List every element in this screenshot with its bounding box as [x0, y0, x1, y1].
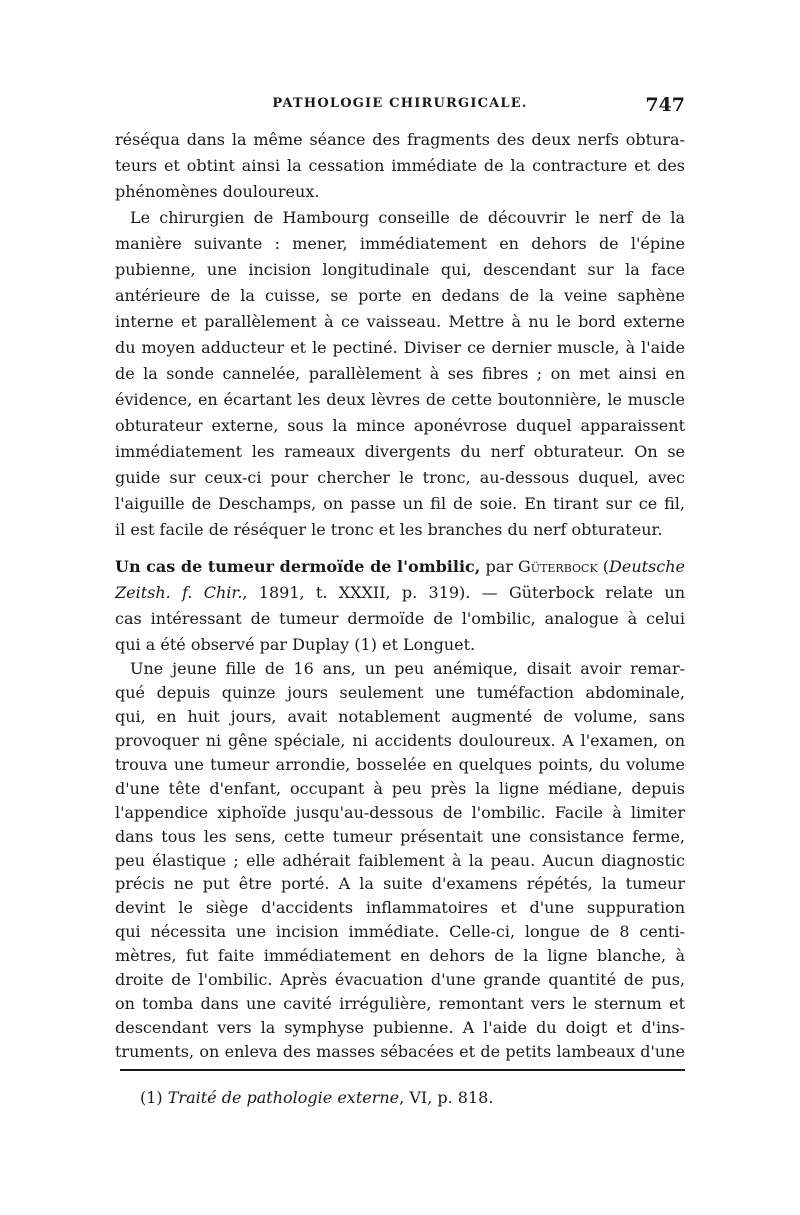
text-line: qué depuis quinze jours seulement une tuméfaction abdominale, — [115, 683, 685, 702]
section-reference: , 1891, t. XXXII, p. 319). — Güterbock relate un — [242, 583, 686, 602]
page-header — [115, 94, 685, 118]
text-line: antérieure de la cuisse, se porte en dedans de la veine saphène — [115, 286, 685, 305]
text-line: interne et parallèlement à ce vaisseau. Mettre à nu le bord externe — [115, 312, 685, 331]
section-ref-open: ( — [597, 557, 610, 576]
text-line: trouva une tumeur arrondie, bosselée en quelques points, du volume — [115, 755, 685, 774]
text-line: d'une tête d'enfant, occupant à peu près la ligne médiane, depuis — [115, 779, 685, 798]
text-line: l'appendice xiphoïde jusqu'au-dessous de l'ombilic. Facile à limiter — [115, 803, 685, 822]
text-line: l'aiguille de Deschamps, on passe un fil de soie. En tirant sur ce fil, — [115, 494, 685, 513]
text-line: précis ne put être porté. A la suite d'examens répétés, la tumeur — [115, 874, 685, 893]
text-line: qui a été observé par Duplay (1) et Longuet. — [115, 635, 476, 654]
footnote — [140, 1085, 685, 1111]
text-line: dans tous les sens, cette tumeur présentait une consistance ferme, — [115, 827, 685, 846]
section-author: Güterbock — [518, 557, 598, 576]
section-by: par — [480, 557, 519, 576]
text-line: pubienne, une incision longitudinale qui, descendant sur la face — [115, 260, 685, 279]
text-line: de la sonde cannelée, parallèlement à ses fibres ; on met ainsi en — [115, 364, 685, 383]
text-line: provoquer ni gêne spéciale, ni accidents douloureux. A l'examen, on — [115, 731, 685, 750]
text-line: on tomba dans une cavité irrégulière, remontant vers le sternum et — [115, 994, 685, 1013]
text-line: droite de l'ombilic. Après évacuation d'une grande quantité de pus, — [115, 970, 685, 989]
section-journal: Deutsche — [609, 557, 685, 576]
text-line: peu élastique ; elle adhérait faiblement à la peau. Aucun diagnostic — [115, 851, 685, 870]
text-line: qui nécessita une incision immédiate. Celle-ci, longue de 8 centi- — [115, 922, 685, 941]
text-line: truments, on enleva des masses sébacées et de petits lambeaux d'une — [115, 1042, 685, 1061]
text-line: évidence, en écartant les deux lèvres de cette boutonnière, le muscle — [115, 390, 685, 409]
text-line: devint le siège d'accidents inflammatoires et d'une suppuration — [115, 898, 685, 917]
footnote-rest: , VI, p. 818. — [399, 1088, 494, 1107]
text-line: obturateur externe, sous la mince aponévrose duquel apparaissent — [115, 416, 685, 435]
section-title: Un cas de tumeur dermoïde de l'ombilic, — [115, 557, 481, 576]
text-line: Le chirurgien de Hambourg conseille de découvrir le nerf de la — [130, 208, 685, 227]
text-line: immédiatement les rameaux divergents du nerf obturateur. On se — [115, 442, 685, 461]
text-line: teurs et obtint ainsi la cessation immédiate de la contracture et des — [115, 156, 685, 175]
text-line: manière suivante : mener, immédiatement en dehors de l'épine — [115, 234, 685, 253]
text-line: qui, en huit jours, avait notablement augmenté de volume, sans — [115, 707, 685, 726]
text-line: mètres, fut faite immédiatement en dehors de la ligne blanche, à — [115, 946, 685, 965]
section-reference-line — [115, 579, 685, 607]
footnote-title: Traité de pathologie externe — [167, 1088, 400, 1107]
section-heading-line — [115, 553, 685, 581]
text-line: cas intéressant de tumeur dermoïde de l'ombilic, analogue à celui — [115, 609, 685, 628]
text-line: descendant vers la symphyse pubienne. A l'aide du doigt et d'ins- — [115, 1018, 685, 1037]
text-line: phénomènes douloureux. — [115, 182, 320, 201]
footnote-marker: (1) — [140, 1088, 168, 1107]
page-number: 747 — [645, 94, 685, 116]
text-line: réséqua dans la même séance des fragments des deux nerfs obtura- — [115, 130, 685, 149]
text-line: du moyen adducteur et le pectiné. Diviser ce dernier muscle, à l'aide — [115, 338, 685, 357]
section-journal-abbrev: Zeitsh. f. Chir. — [115, 583, 243, 602]
running-head: PATHOLOGIE CHIRURGICALE. — [272, 96, 528, 111]
footnote-rule — [120, 1069, 685, 1071]
text-line: Une jeune fille de 16 ans, un peu anémique, disait avoir remar- — [130, 659, 685, 678]
text-line: guide sur ceux-ci pour chercher le tronc, au-dessous duquel, avec — [115, 468, 685, 487]
text-line: il est facile de réséquer le tronc et les branches du nerf obturateur. — [115, 520, 663, 539]
